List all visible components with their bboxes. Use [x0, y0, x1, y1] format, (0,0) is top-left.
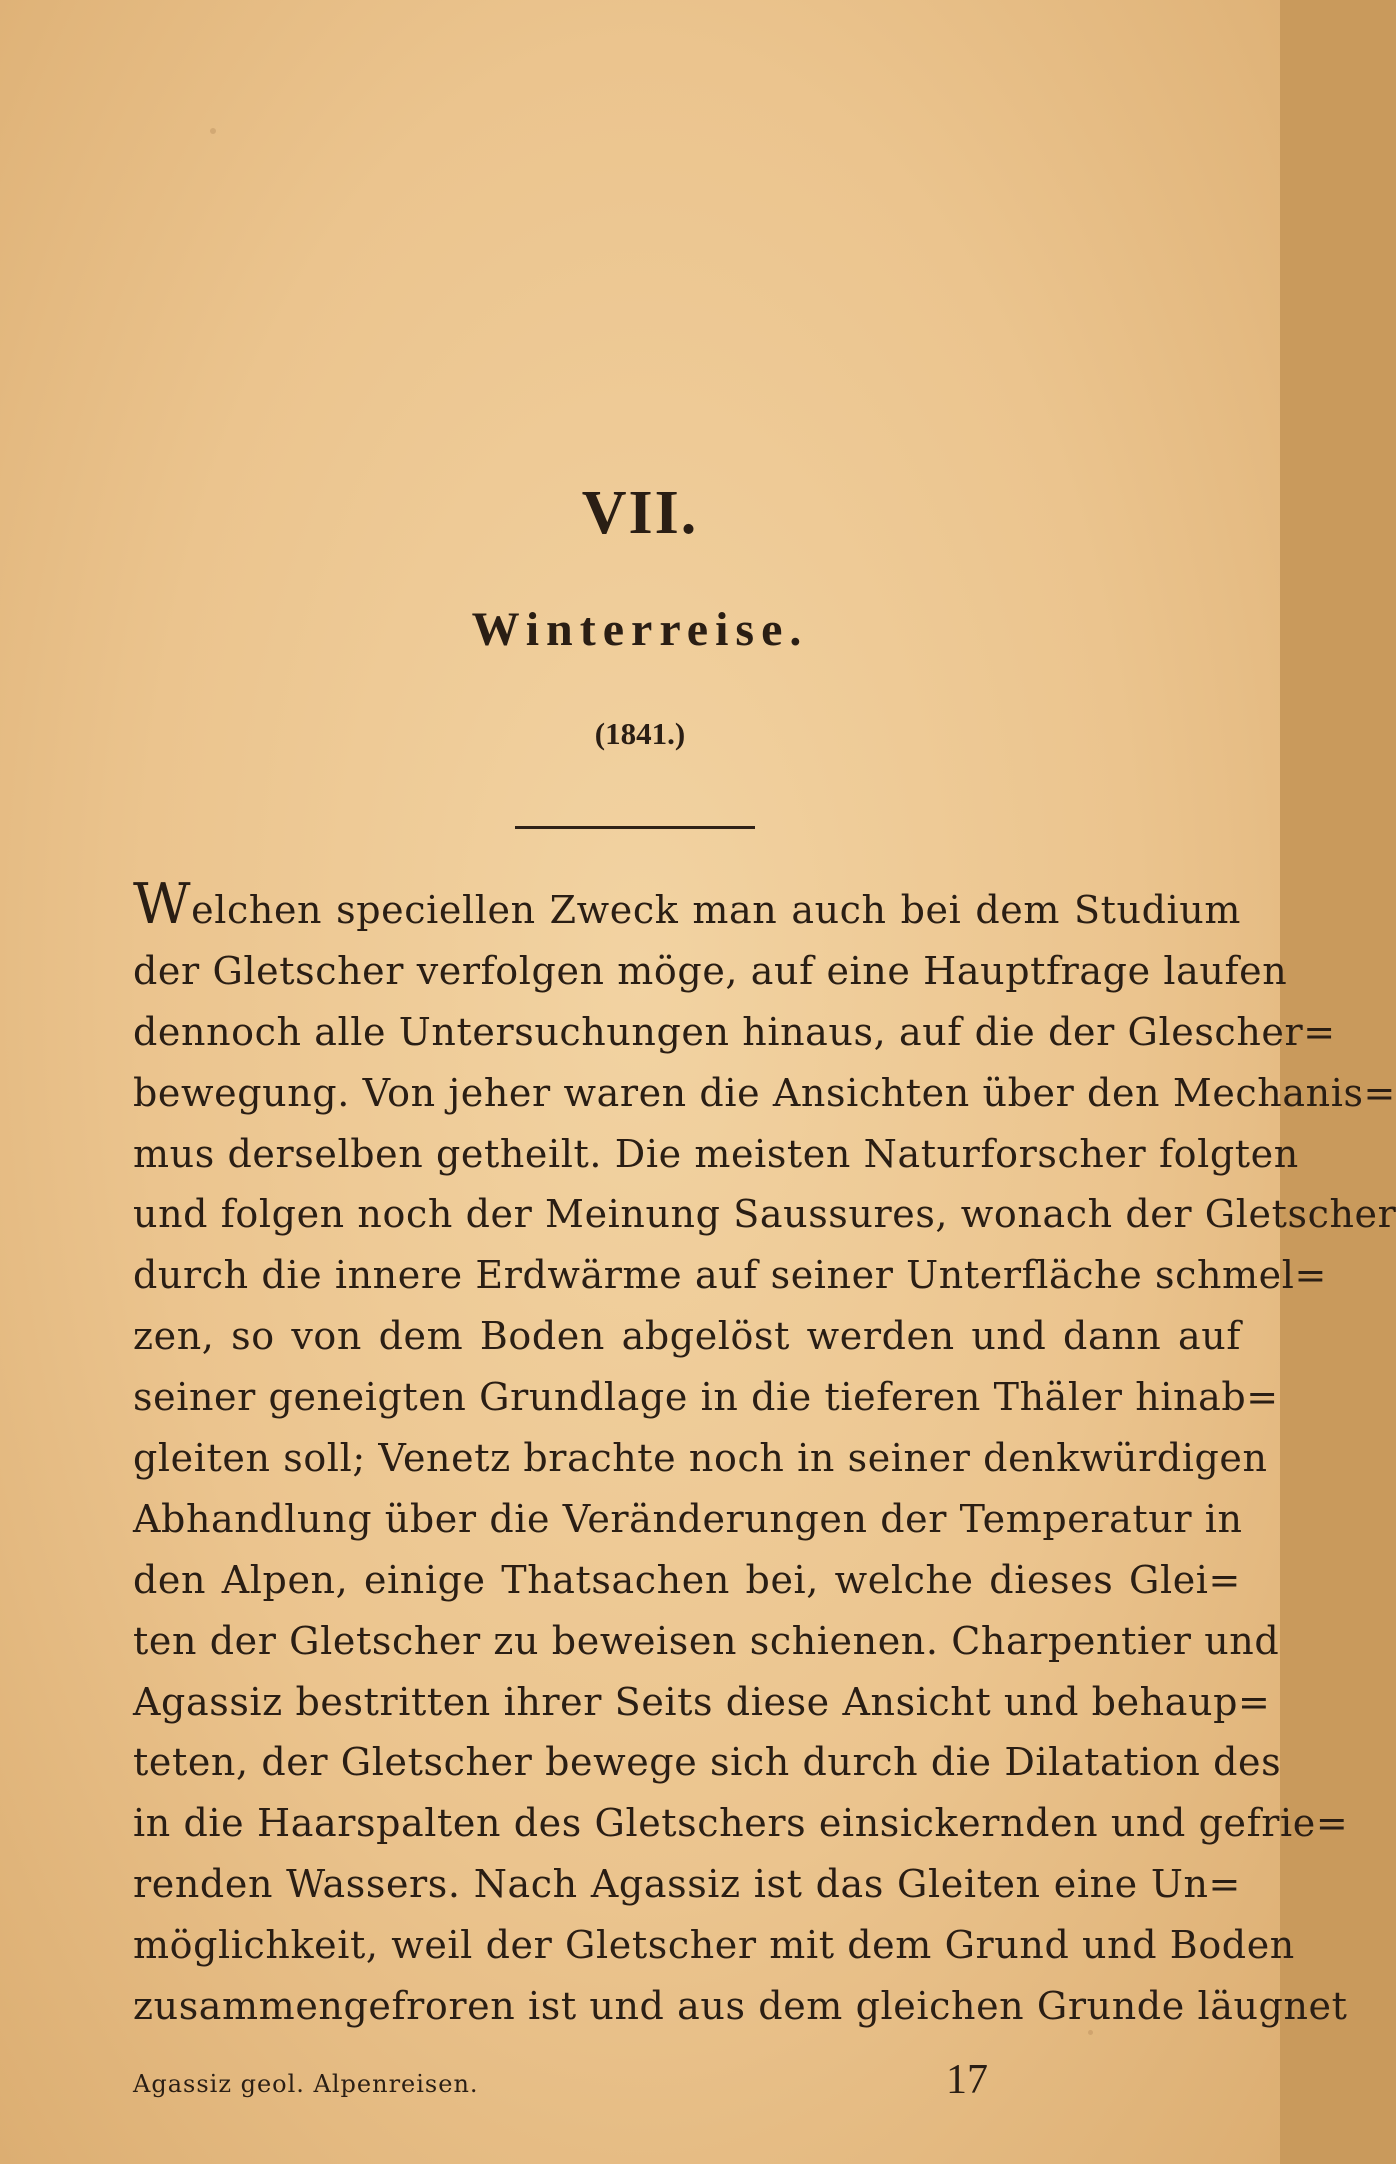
text-line: ten der Gletscher zu beweisen schienen. Charpentier und: [133, 1618, 1280, 1663]
text-line-content: elchen speciellen Zweck man auch bei dem Studium: [191, 888, 1241, 932]
text-line: seiner geneigten Grundlage in die tieferen Thäler hinab=: [133, 1375, 1279, 1420]
signature-mark: 17: [946, 2057, 988, 2103]
drop-initial: W: [133, 872, 192, 937]
text-line: zen, so von dem Boden abgelöst werden und dann auf: [133, 1314, 1241, 1359]
signature-line: Agassiz geol. Alpenreisen.: [133, 2070, 479, 2098]
text-line: gleiten soll; Venetz brachte noch in seiner denkwürdigen: [133, 1436, 1268, 1481]
text-line: der Gletscher verfolgen möge, auf eine Hauptfrage laufen: [133, 948, 1288, 993]
chapter-divider: [515, 826, 755, 829]
text-line: mus derselben getheilt. Die meisten Naturforscher folgten: [133, 1131, 1299, 1176]
text-line: Abhandlung über die Veränderungen der Temperatur in: [133, 1496, 1243, 1541]
chapter-title: Winterreise.: [471, 603, 809, 656]
paper-stain: [210, 128, 216, 134]
text-line: [133, 872, 1241, 941]
text-line: teten, der Gletscher bewege sich durch die Dilatation des: [133, 1740, 1282, 1785]
body-text: [133, 872, 1396, 2037]
text-line: den Alpen, einige Thatsachen bei, welche dieses Glei=: [133, 1557, 1241, 1602]
text-line: möglichkeit, weil der Gletscher mit dem Grund und Boden: [133, 1923, 1295, 1968]
text-line: zusammengefroren ist und aus dem gleichen Grunde läugnet: [133, 1984, 1348, 2029]
text-line: und folgen noch der Meinung Saussures, wonach der Gletscher: [133, 1192, 1396, 1237]
text-line: bewegung. Von jeher waren die Ansichten über den Mechanis=: [133, 1070, 1396, 1115]
text-line: Agassiz bestritten ihrer Seits diese Ansicht und behaup=: [133, 1679, 1271, 1724]
text-line: renden Wassers. Nach Agassiz ist das Gleiten eine Un=: [133, 1862, 1241, 1907]
page-footer: [133, 2056, 1241, 2108]
chapter-number: VII.: [581, 479, 699, 547]
chapter-year: (1841.): [594, 716, 686, 751]
text-line: dennoch alle Untersuchungen hinaus, auf die der Glescher=: [133, 1009, 1336, 1054]
text-line: in die Haarspalten des Gletschers einsickernden und gefrie=: [133, 1801, 1349, 1846]
bleed-through-text: [40, 70, 1240, 131]
text-line: durch die innere Erdwärme auf seiner Unterfläche schmel=: [133, 1253, 1327, 1298]
